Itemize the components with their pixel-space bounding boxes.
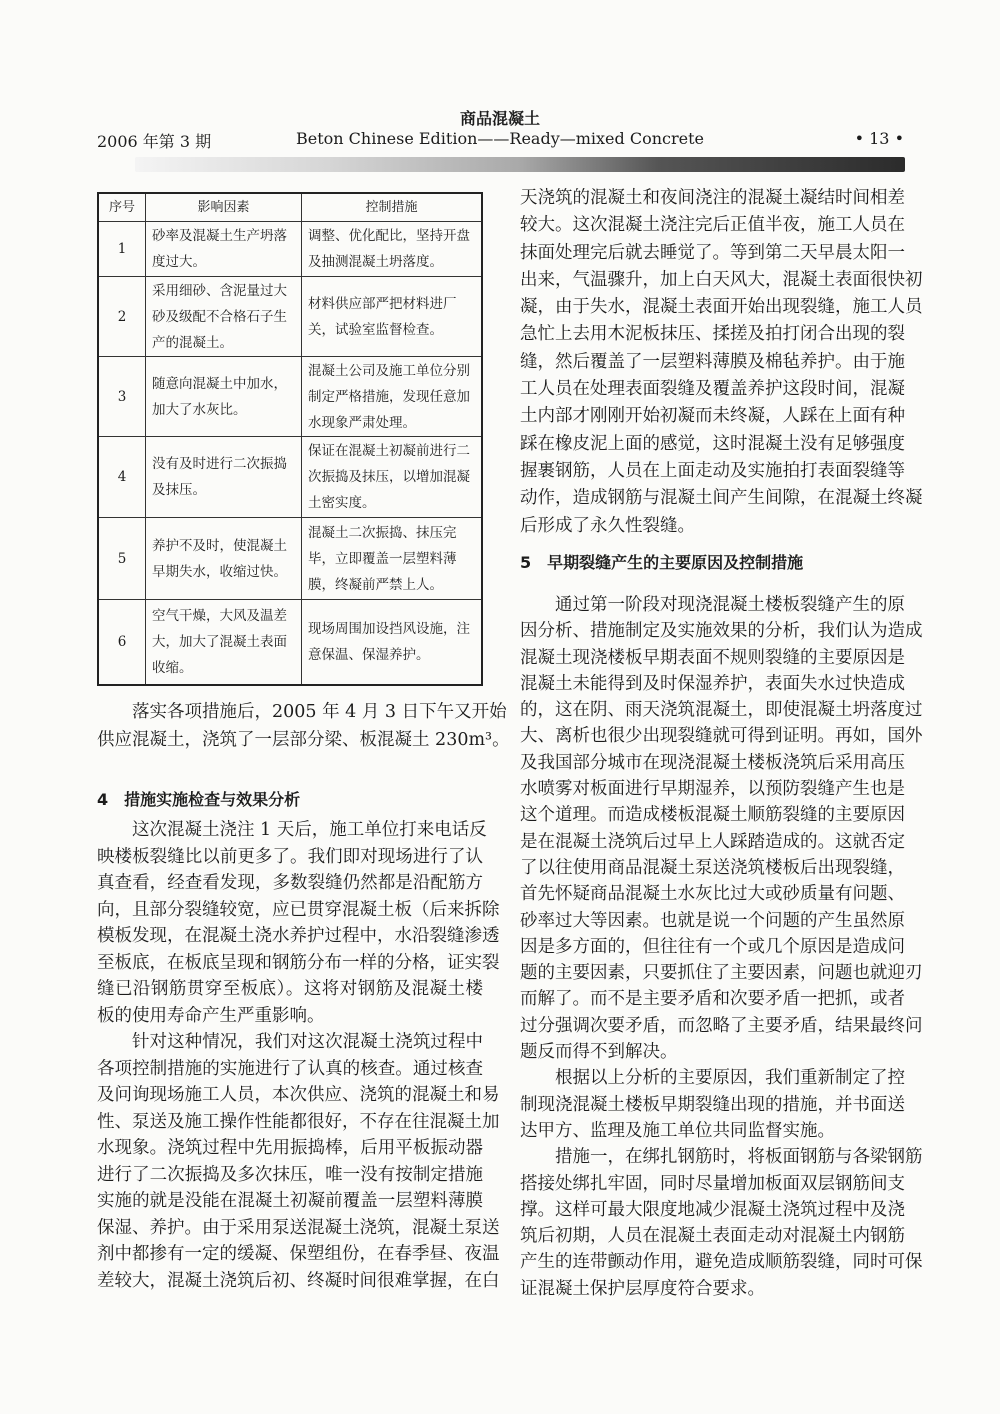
table-row [98, 600, 482, 685]
text-line: 各项控制措施的实施进行了认真的核查。通过核查 [97, 1058, 483, 1079]
section-4-heading: 4 措施实施检查与效果分析 [97, 790, 301, 809]
text-line: 进行了二次振捣及多次抹压，唯一没有按制定措施 [97, 1164, 483, 1185]
row-measure: 保证在混凝土初凝前进行二次振捣及抹压，以增加混凝土密实度。 [302, 437, 483, 518]
text-line: 真查看，经查看发现，多数裂缝仍然都是沿配筋方 [97, 873, 483, 893]
text-line: 凝，由于失水，混凝土表面开始出现裂缝，施工人员 [520, 297, 923, 318]
text-line: 急忙上去用木泥板抹压、揉搓及拍打闭合出现的裂 [520, 324, 905, 345]
text-line: 混凝土现浇楼板早期表面不规则裂缝的主要原因是 [520, 647, 905, 668]
row-number: 5 [98, 518, 146, 600]
row-factor: 砂率及混凝土生产坍落度过大。 [146, 222, 302, 277]
page-number: • 13 • [854, 129, 904, 148]
text-line: 至板底，在板底呈现和钢筋分布一样的分格，证实裂 [97, 952, 500, 973]
text-line: 根据以上分析的主要原因，我们重新制定了控 [555, 1068, 905, 1089]
row-number: 6 [98, 600, 146, 685]
left-column-body [97, 817, 500, 1294]
text-line: 实施的就是没能在混凝土初凝前覆盖一层塑料薄膜 [97, 1191, 483, 1211]
col-header-number: 序号 [98, 193, 146, 222]
issue-label: 2006 年第 3 期 [97, 132, 212, 151]
text-line: 砂率过大等因素。也就是说一个问题的产生虽然原 [520, 910, 905, 931]
text-line: 是在混凝土浇筑后过早上人踩踏造成的。这就否定 [520, 831, 905, 852]
row-measure: 现场周围加设挡风设施，注意保温、保湿养护。 [302, 600, 483, 685]
table-row [98, 277, 482, 357]
text-line: 而解了。而不是主要矛盾和次要矛盾一把抓，或者 [520, 989, 905, 1010]
text-line: 落实各项措施后，2005 年 4 月 3 日下午又开始 [132, 702, 507, 722]
text-line: 握裹钢筋，人员在上面走动及实施拍打表面裂缝等 [520, 460, 905, 481]
section-5-heading: 5 早期裂缝产生的主要原因及控制措施 [520, 553, 804, 572]
text-line: 缝已沿钢筋贯穿至板底）。这将对钢筋及混凝土楼 [97, 979, 483, 999]
row-number: 2 [98, 277, 146, 357]
text-line: 板的使用寿命产生严重影响。 [97, 1005, 325, 1026]
text-line: 证混凝土保护层厚度符合要求。 [520, 1278, 765, 1299]
row-measure: 调整、优化配比，坚持开盘及抽测混凝土坍落度。 [302, 222, 483, 277]
text-line: 映楼板裂缝比以前更多了。我们即对现场进行了认 [97, 846, 483, 867]
text-line: 差较大，混凝土浇筑后初、终凝时间很难掌握，在白 [97, 1270, 500, 1291]
text-line: 搭接处绑扎牢固，同时尽量增加板面双层钢筋间支 [520, 1173, 905, 1194]
text-line: 这个道理。而造成楼板混凝土顺筋裂缝的主要原因 [520, 805, 905, 826]
row-factor: 养护不及时，使混凝土早期失水，收缩过快。 [146, 518, 302, 600]
text-line: 性、泵送及施工操作性能都很好，不存在往混凝土加 [97, 1111, 500, 1132]
paragraph [97, 699, 510, 754]
text-line: 出来，气温骤升，加上白天风大，混凝土表面很快初 [520, 269, 923, 290]
paragraph [520, 185, 923, 540]
text-line: 措施一，在绑扎钢筋时，将板面钢筋与各梁钢筋 [555, 1147, 923, 1168]
text-line: 保湿、养护。由于采用泵送混凝土浇筑，混凝土泵送 [97, 1217, 500, 1238]
text-line: 首先怀疑商品混凝土水灰比过大或砂质量有问题、 [520, 884, 905, 905]
text-line: 剂中都掺有一定的缓凝、保塑组份，在春季昼、夜温 [97, 1244, 500, 1264]
col-header-measure: 控制措施 [302, 193, 483, 222]
left-column-paragraph-1 [97, 699, 510, 754]
journal-title-en: Beton Chinese Edition——Ready—mixed Concrete [295, 129, 704, 148]
text-line: 抹面处理完后就去睡觉了。等到第二天早晨太阳一 [520, 242, 905, 263]
text-line: 水现象。浇筑过程中先用振捣棒，后用平板振动器 [97, 1138, 483, 1158]
text-line: 水喷雾对板面进行早期湿养，以预防裂缝产生也是 [520, 779, 905, 800]
text-line: 后形成了永久性裂缝。 [520, 515, 695, 536]
text-line: 撑。这样可最大限度地减少混凝土浇筑过程中及浇 [520, 1199, 905, 1220]
paragraph [97, 817, 500, 1029]
text-line: 筑后初期，人员在混凝土表面走动对混凝土内钢筋 [520, 1226, 905, 1247]
text-line: 通过第一阶段对现浇混凝土楼板裂缝产生的原 [555, 595, 905, 615]
text-line: 踩在橡皮泥上面的感觉，这时混凝土没有足够强度 [520, 433, 905, 454]
text-line: 制现浇混凝土楼板早期裂缝出现的措施，并书面送 [520, 1094, 905, 1115]
table-header-row [98, 193, 482, 222]
factor-measure-table [97, 192, 483, 686]
row-factor: 空气干燥，大风及温差大，加大了混凝土表面收缩。 [146, 600, 302, 685]
row-number: 3 [98, 357, 146, 437]
paragraph [97, 1029, 500, 1294]
text-line: 混凝土未能得到及时保湿养护，表面失水过快造成 [520, 673, 905, 694]
text-line: 供应混凝土，浇筑了一层部分梁、板混凝土 230m³。 [97, 729, 510, 750]
row-factor: 采用细砂、含泥量过大砂及级配不合格石子生产的混凝土。 [146, 277, 302, 357]
text-line: 了以往使用商品混凝土泵送浇筑楼板后出现裂缝， [520, 857, 905, 878]
paragraph [520, 1065, 905, 1144]
text-line: 的，这在阴、雨天浇筑混凝土，即使混凝土坍落度过 [520, 700, 923, 721]
row-measure: 材料供应部严把材料进厂关，试验室监督检查。 [302, 277, 483, 357]
text-line: 因是多方面的，但往往有一个或几个原因是造成问 [520, 936, 905, 957]
text-line: 模板发现，在混凝土浇水养护过程中，水沿裂缝渗透 [97, 926, 500, 946]
text-line: 动作，造成钢筋与混凝土间产生间隙，在混凝土终凝 [520, 488, 923, 509]
text-line: 针对这种情况，我们对这次混凝土浇筑过程中 [132, 1032, 483, 1052]
text-line: 及问询现场施工人员，本次供应、浇筑的混凝土和易 [97, 1085, 500, 1105]
row-measure: 混凝土公司及施工单位分别制定严格措施，发现任意加水现象严肃处理。 [302, 357, 483, 437]
row-factor: 随意向混凝土中加水，加大了水灰比。 [146, 357, 302, 437]
paragraph [520, 592, 923, 1065]
text-line: 土内部才刚刚开始初凝而未终凝，人踩在上面有种 [520, 406, 905, 427]
text-line: 题反而得不到解决。 [520, 1042, 678, 1063]
text-line: 缝，然后覆盖了一层塑料薄膜及棉毡养护。由于施 [520, 351, 905, 372]
row-measure: 混凝土二次振捣、抹压完毕，立即覆盖一层塑料薄膜，终凝前严禁上人。 [302, 518, 483, 600]
text-line: 大、离析也很少出现裂缝就可得到证明。再如，国外 [520, 726, 923, 747]
text-line: 及我国部分城市在现浇混凝土楼板浇筑后采用高压 [520, 752, 905, 773]
row-number: 4 [98, 437, 146, 518]
journal-title-cn: 商品混凝土 [459, 109, 540, 128]
table-row [98, 518, 482, 600]
row-number: 1 [98, 222, 146, 277]
right-column-body [520, 592, 923, 1302]
text-line: 较大。这次混凝土浇注完后正值半夜，施工人员在 [520, 215, 905, 236]
table-row [98, 222, 482, 277]
text-line: 因分析、措施制定及实施效果的分析，我们认为造成 [520, 621, 923, 642]
table-row [98, 357, 482, 437]
text-line: 达甲方、监理及施工单位共同监督实施。 [520, 1120, 835, 1141]
text-line: 这次混凝土浇注 1 天后，施工单位打来电话反 [132, 820, 487, 840]
paragraph [520, 1144, 923, 1302]
col-header-factor: 影响因素 [146, 193, 302, 222]
text-line: 工人员在处理表面裂缝及覆盖养护这段时间，混凝 [520, 379, 905, 400]
header-gradient-band [135, 157, 905, 172]
text-line: 天浇筑的混凝土和夜间浇注的混凝土凝结时间相差 [520, 188, 905, 208]
text-line: 向，且部分裂缝较宽，应已贯穿混凝土板（后来拆除 [97, 899, 500, 920]
text-line: 产生的连带颤动作用，避免造成顺筋裂缝，同时可保 [520, 1252, 923, 1273]
row-factor: 没有及时进行二次振捣及抹压。 [146, 437, 302, 518]
right-column-continuation [520, 185, 923, 540]
text-line: 过分强调次要矛盾，而忽略了主要矛盾，结果最终问 [520, 1015, 923, 1036]
text-line: 题的主要因素，只要抓住了主要因素，问题也就迎刃 [520, 963, 923, 984]
table-row [98, 437, 482, 518]
